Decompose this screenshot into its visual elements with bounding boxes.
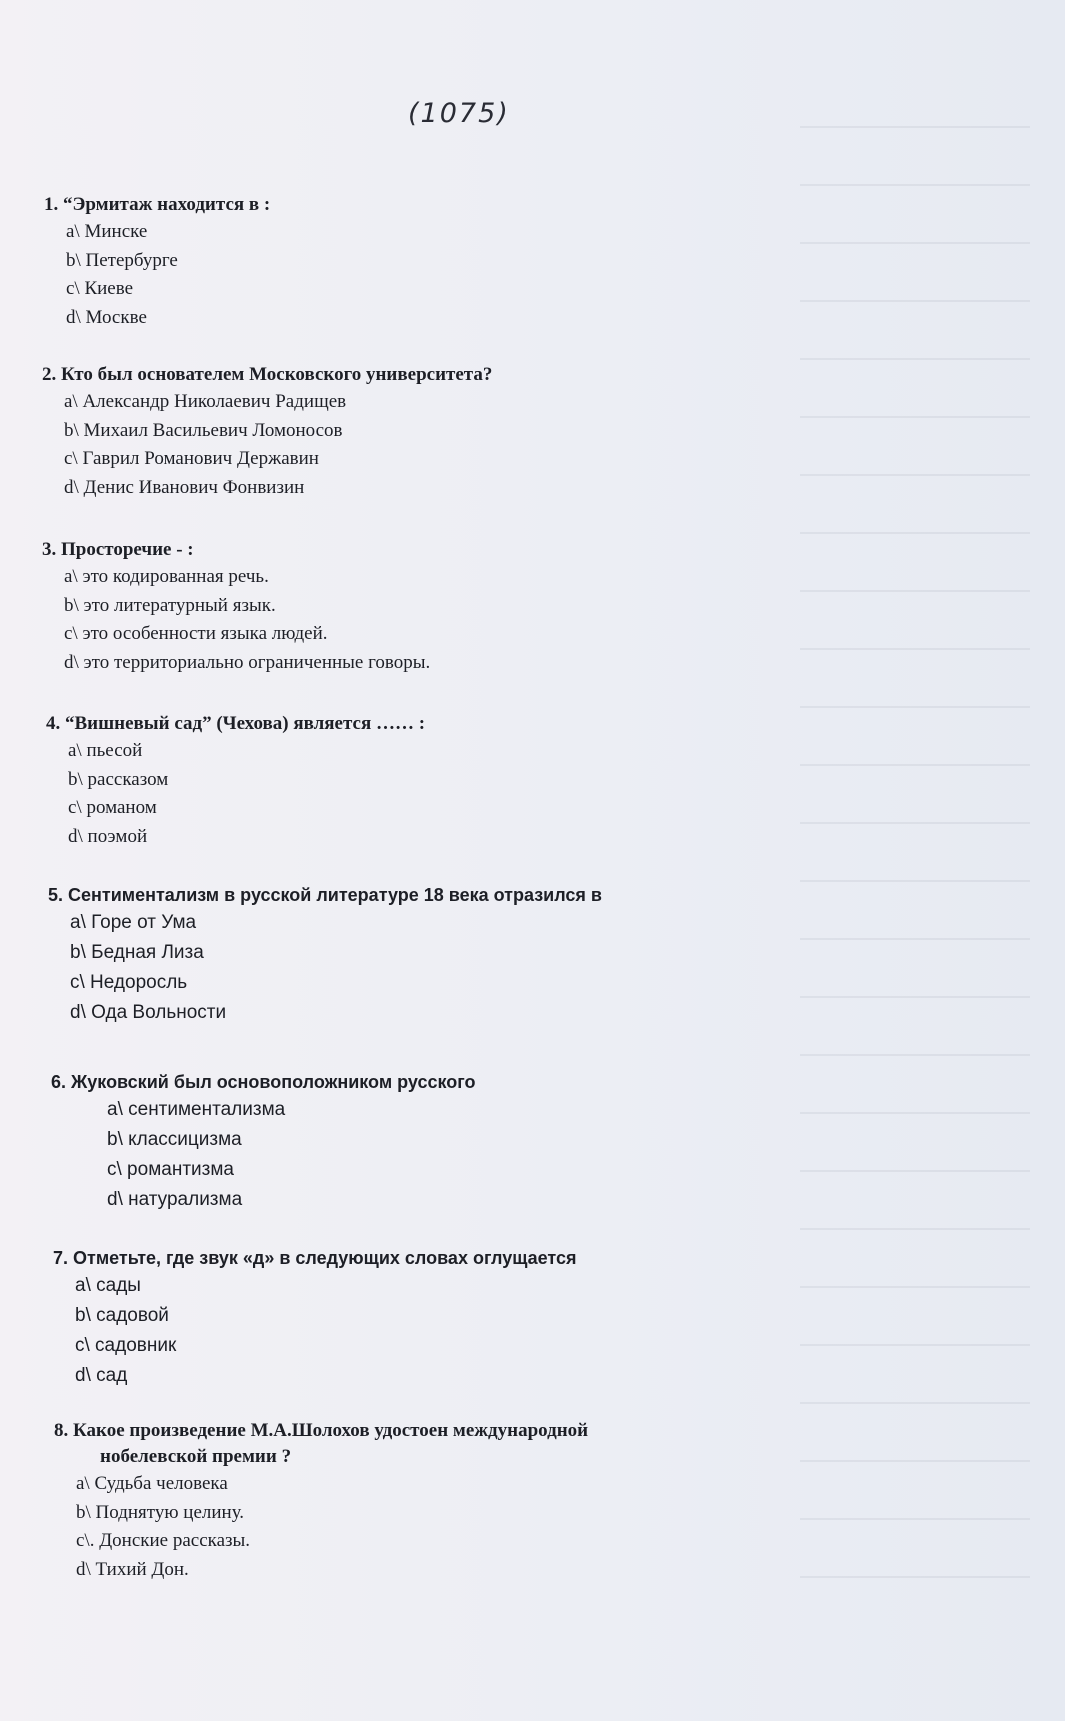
question-8 [54, 1418, 588, 1584]
option-c: c\. Донские рассказы. [76, 1530, 251, 1551]
option-a: a\ Минске [66, 221, 148, 242]
option-b: b\ Поднятую целину. [76, 1501, 245, 1523]
option-d: d\ Денис Иванович Фонвизин [64, 476, 305, 498]
option-d: d\ поэмой [68, 825, 148, 847]
option-list [42, 388, 492, 502]
option-a: a\ сентиментализма [107, 1099, 286, 1120]
option-b: b\ Бедная Лиза [70, 942, 204, 963]
option-b: b\ классицизма [107, 1129, 242, 1150]
question-title: 3. Просторечие - : [42, 539, 194, 560]
option-d: d\ сад [75, 1365, 128, 1386]
option-c: c\ садовник [75, 1335, 177, 1356]
question-title: 7. Отметьте, где звук «д» в следующих словах оглущается [53, 1248, 577, 1268]
option-list [48, 908, 602, 1028]
option-b: b\ это литературный язык. [64, 594, 276, 616]
option-a: a\ Горе от Ума [70, 912, 197, 933]
option-b: b\ Петербурге [66, 249, 178, 271]
option-c: c\ это особенности языка людей. [64, 623, 328, 644]
handwritten-page-code: (1075) [408, 98, 510, 129]
option-a: a\ сады [75, 1275, 141, 1296]
option-list [54, 1470, 588, 1584]
option-list [46, 737, 425, 851]
option-c: c\ Гаврил Романович Державин [64, 448, 319, 469]
option-list [53, 1271, 577, 1391]
question-title: 2. Кто был основателем Московского университета? [42, 364, 493, 385]
option-c: c\ Киеве [66, 278, 134, 299]
question-title: 4. “Вишневый сад” (Чехова) является …… : [46, 713, 426, 734]
question-title: 1. “Эрмитаж находится в : [44, 194, 271, 215]
question-4 [46, 711, 425, 851]
option-c: c\ Недоросль [70, 972, 188, 993]
option-b: b\ Михаил Васильевич Ломоносов [64, 419, 343, 441]
question-6 [51, 1069, 476, 1215]
option-a: a\ Судьба человека [76, 1473, 228, 1494]
question-5 [48, 882, 602, 1028]
option-list [42, 563, 430, 677]
option-b: b\ садовой [75, 1305, 169, 1326]
option-d: d\ натурализма [107, 1189, 243, 1210]
option-b: b\ рассказом [68, 768, 169, 790]
option-c: c\ романтизма [107, 1159, 234, 1180]
question-title: 5. Сентиментализм в русской литературе 18 века отразился в [48, 885, 602, 905]
question-title: 6. Жуковский был основоположником русского [51, 1072, 476, 1092]
question-7 [53, 1245, 577, 1391]
question-1 [44, 192, 270, 332]
option-a: a\ Александр Николаевич Радищев [64, 391, 347, 412]
option-list [44, 218, 270, 332]
option-d: d\ Тихий Дон. [76, 1558, 189, 1580]
option-a: a\ это кодированная речь. [64, 566, 269, 587]
question-title: 8. Какое произведение М.А.Шолохов удостоен международной [54, 1420, 589, 1441]
option-a: a\ пьесой [68, 740, 143, 761]
question-3 [42, 537, 430, 677]
question-2 [42, 362, 492, 502]
option-d: d\ это территориально ограниченные говоры. [64, 651, 431, 673]
option-list [51, 1095, 476, 1215]
option-d: d\ Москве [66, 306, 147, 328]
question-title-continuation: нобелевской премии ? [100, 1446, 292, 1467]
option-c: c\ романом [68, 797, 157, 818]
option-d: d\ Ода Вольности [70, 1002, 227, 1023]
